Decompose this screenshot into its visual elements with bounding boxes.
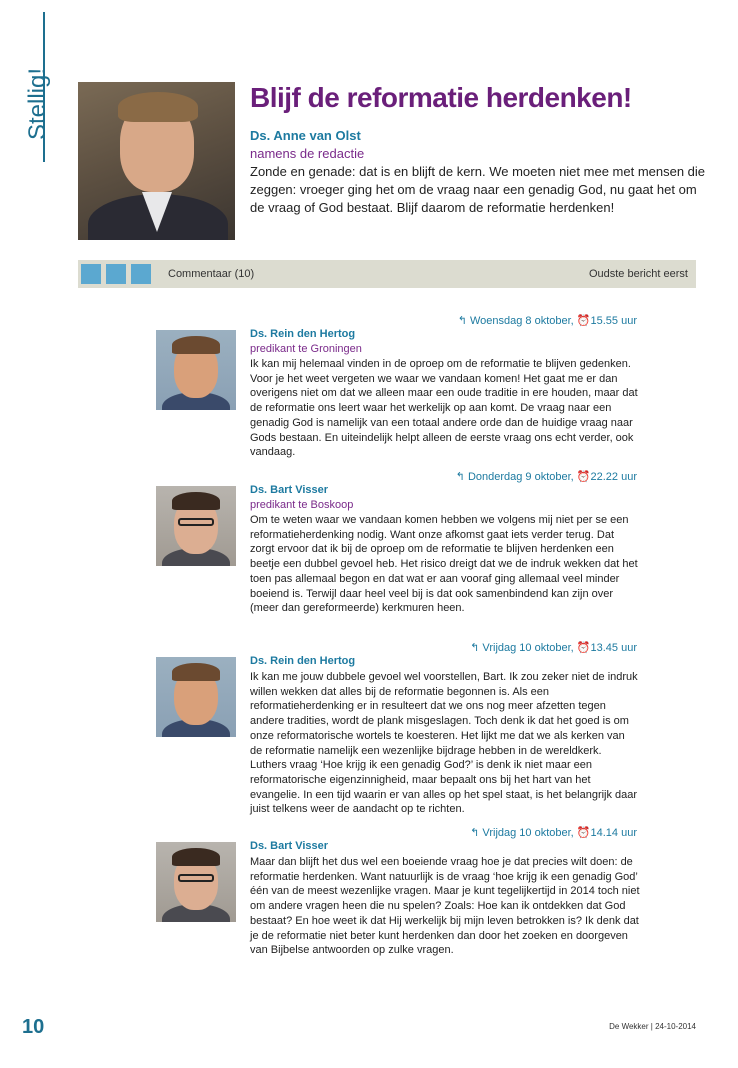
commenter-name: Ds. Rein den Hertog — [250, 655, 356, 667]
avatar — [156, 330, 236, 410]
comment-meta — [456, 470, 637, 483]
comment-time: 22.22 uur — [590, 471, 637, 483]
author-photo — [78, 82, 235, 240]
reply-icon[interactable]: ↰ — [470, 827, 480, 839]
page-number: 10 — [22, 1016, 45, 1038]
comments-bar — [78, 260, 696, 288]
clock-icon: ⏰ — [576, 315, 591, 327]
footer: De Wekker | 24-10-2014 — [609, 1022, 696, 1031]
comment-time: 14.14 uur — [590, 827, 637, 839]
commenter-name: Ds. Bart Visser — [250, 484, 329, 496]
commenter-role: predikant te Boskoop — [250, 499, 354, 511]
comments-tab-3[interactable] — [131, 264, 151, 284]
comment-meta — [470, 641, 637, 654]
comment-time: 13.45 uur — [590, 642, 637, 654]
avatar — [156, 657, 236, 737]
comments-count: Commentaar (10) — [168, 268, 255, 280]
comment-meta — [458, 314, 637, 327]
comment-date: Woensdag 8 oktober, — [469, 315, 574, 327]
avatar — [156, 842, 236, 922]
commenter-role: predikant te Groningen — [250, 343, 362, 355]
intro-text: Zonde en genade: dat is en blijft de kern. We moeten niet mee met mensen die zeggen: vroeger ging het om de vraag naar een genadig God, nu gaat het om de vraag of God bestaat. Blijf daarom de reformatie herdenken! — [250, 164, 706, 215]
reply-icon[interactable]: ↰ — [457, 315, 467, 327]
author-name: Ds. Anne van Olst — [250, 128, 361, 143]
comment-text: Om te weten waar we vandaan komen hebben we volgens mij niet per se een reformatieherdenking nodig. Want onze afkomst gaat iets verder terug. Dat zorgt ervoor dat ik bij de oproep om de reformatie te blijven herdenken een beetje een dubbel gevoel heb. Het risico dreigt dat we de indruk wekken dat het toen pas allemaal begon en dat wat er aan vooraf ging allemaal veel minder boeiend is. Terwijl daar heel veel bij is dat ook samenbindend kan zijn over (meer dan gereformeerde) kerkmuren heen. — [250, 514, 638, 615]
reply-icon[interactable]: ↰ — [470, 642, 480, 654]
comment-time: 15.55 uur — [590, 315, 637, 327]
comment-text: Maar dan blijft het dus wel een boeiende vraag hoe je dat precies wilt doen: de reformatie herdenken. Want natuurlijk is de vraag ‘hoe krijg ik een genadig God’ één van de meest wezenlijke vragen. Maar je kunt tegelijkertijd in 2014 toch niet om andere vragen heen die nu spelen? Zoals: Hoe kan ik ontdekken dat God bestaat? En hoe weet ik dat Hij werkelijk bij mijn leven betrokken is? Ik denk dat je de reformatie niet beter kunt herdenken dan door het zoeken en doorgeven van Bijbelse antwoorden op zulke vragen. — [250, 856, 640, 957]
clock-icon: ⏰ — [576, 827, 591, 839]
commenter-name: Ds. Rein den Hertog — [250, 328, 356, 340]
comment-date: Donderdag 9 oktober, — [467, 471, 574, 483]
author-role: namens de redactie — [250, 146, 365, 161]
comment-meta — [470, 826, 637, 839]
reply-icon[interactable]: ↰ — [455, 471, 465, 483]
page-title: Blijf de reformatie herdenken! — [250, 82, 632, 113]
avatar — [156, 486, 236, 566]
comment-date: Vrijdag 10 oktober, — [482, 827, 574, 839]
comment-text: Ik kan mij helemaal vinden in de oproep om de reformatie te blijven gedenken. Voor je het weet vergeten we waar we vandaan komen! Het gaat me er dan overigens niet om dat we alleen maar een oude traditie in ere houden, maar dat de reformatie ons leert waar het werkelijk op aan komt. De vraag naar een genadig God is namelijk van een totaal andere orde dan de huidige vraag naar Gods bestaan. En uiteindelijk helpt alleen de eerste vraag ons echt verder, ook vandaag. — [250, 358, 638, 459]
comments-tab-2[interactable] — [106, 264, 126, 284]
sort-order[interactable]: Oudste bericht eerst — [588, 268, 688, 280]
commenter-name: Ds. Bart Visser — [250, 840, 329, 852]
clock-icon: ⏰ — [576, 642, 591, 654]
comments-tab-1[interactable] — [81, 264, 101, 284]
clock-icon: ⏰ — [576, 471, 591, 483]
section-label: Stellig! — [24, 67, 51, 140]
comment-text: Ik kan me jouw dubbele gevoel wel voorstellen, Bart. Ik zou zeker niet de indruk willen wekken dat alles bij de reformatie begonnen is. Als een reformatieherdenking er in resulteert dat we ons nog meer afzetten tegen andere tradities, wordt de plank misgeslagen. Toch denk ik dat het goed is om onze reformatorische wortels te koesteren. Het lijkt me dat we als kerken van de reformatie namelijk een wezenlijke bijdrage hebben in de wereldkerk. Luthers vraag ‘Hoe krijg ik een genadig God?’ is denk ik niet maar een reformatorische eigenzinnigheid, maar bepaalt ons bij het hart van het evangelie. In een tijd waarin er van alles op het spel staat, is het belangrijk daar juist telkens weer de aandacht op te richten. — [250, 671, 638, 816]
comment-date: Vrijdag 10 oktober, — [482, 642, 574, 654]
